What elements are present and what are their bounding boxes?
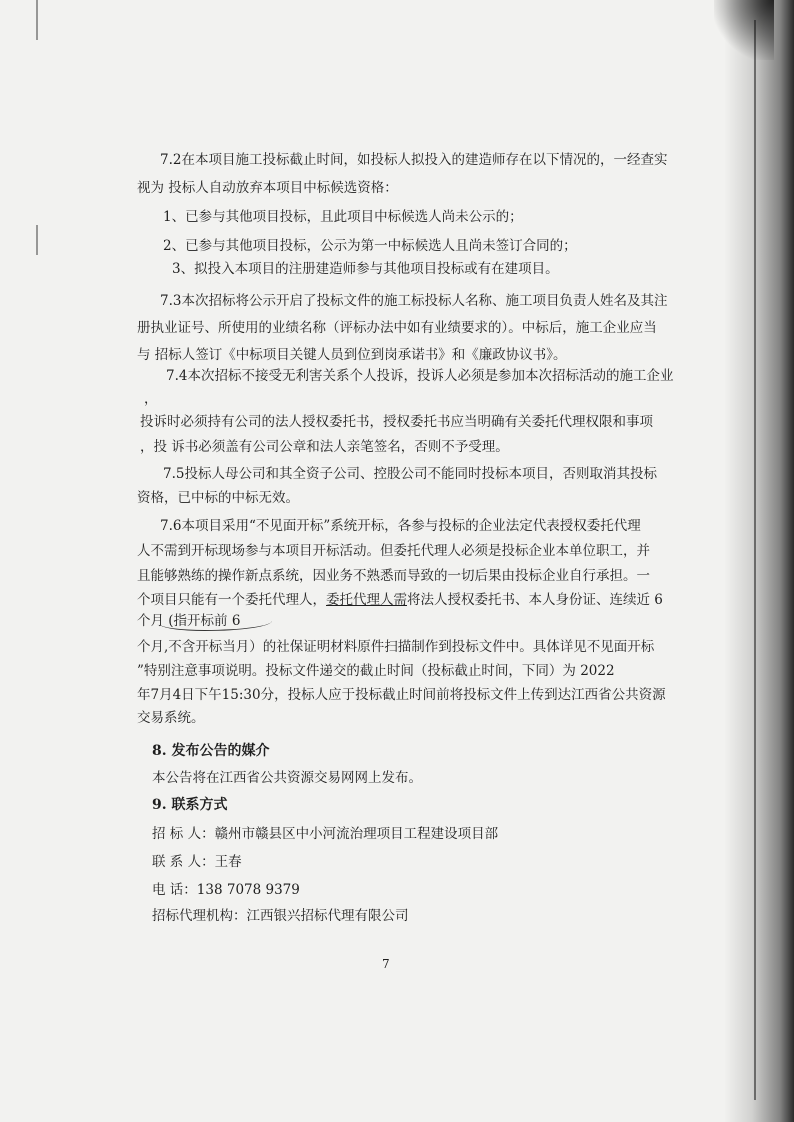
text-run: 将法人授权委托书、本人身份证、连续近 6: [407, 592, 663, 608]
paragraph-line: 7.2在本项目施工投标截止时间，如投标人拟投入的建造师存在以下情况的，一经查实: [160, 152, 668, 168]
paragraph-line: 投诉时必须持有公司的法人授权委托书，授权委托书应当明确有关委托代理权限和事项: [140, 414, 653, 430]
field-label: 招标代理机构：: [152, 908, 247, 924]
list-item: 2、已参与其他项目投标，公示为第一中标候选人且尚未签订合同的；: [163, 238, 577, 254]
section-heading: 9. 联系方式: [152, 797, 228, 813]
paragraph-line: 7.4本次招标不接受无利害关系个人投诉，投诉人必须是参加本次招标活动的施工企业: [166, 368, 674, 384]
paragraph-line: 且能够熟练的操作新点系统，因业务不熟悉而导致的一切后果由投标企业自行承担。一: [137, 568, 650, 584]
paragraph-line: 与 招标人签订《中标项目关键人员到位到岗承诺书》和《廉政协议书》。: [137, 347, 567, 363]
text-run: 个项目只能有一个委托代理人，: [137, 592, 326, 608]
paragraph-line: 人不需到开标现场参与本项目开标活动。但委托代理人必须是投标企业本单位职工，并: [137, 543, 650, 559]
field-value: 138 7078 9379: [196, 882, 300, 898]
paragraph-line: 个月,不含开标当月）的社保证明材料原件扫描制作到投标文件中。具体详见不见面开标: [137, 639, 655, 655]
paragraph-line: 资格，已中标的中标无效。: [137, 490, 299, 506]
contact-row-phone: [152, 880, 300, 900]
field-label: 电 话：: [152, 882, 197, 898]
field-label: 联 系 人：: [152, 854, 215, 870]
paragraph-line: 7.5投标人母公司和其全资子公司、控股公司不能同时投标本项目，否则取消其投标: [163, 466, 657, 482]
paragraph-line: 个月 (指开标前 6: [137, 613, 241, 629]
list-item: 1、已参与其他项目投标，且此项目中标候选人尚未公示的；: [163, 209, 523, 225]
paragraph-line: ，: [144, 391, 158, 407]
handwritten-underline-mark: [160, 614, 272, 631]
paragraph-line: 交易系统。: [137, 710, 205, 726]
scan-corner-shadow: [714, 0, 774, 60]
paragraph-line: 年7月4日下午15:30分，投标人应于投标截止时间前将投标文件上传到达江西省公共资源: [137, 687, 666, 703]
paragraph-line: 视为 投标人自动放弃本项目中标候选资格：: [137, 180, 398, 196]
field-value: 赣州市赣县区中小河流治理项目工程建设项目部: [214, 826, 499, 842]
page-number: 7: [382, 957, 390, 971]
contact-row-contact: [152, 852, 242, 872]
field-value: 王春: [214, 854, 242, 870]
paragraph-line: 册执业证号、所使用的业绩名称（评标办法中如有业绩要求的）。中标后，施工企业应当: [137, 320, 657, 336]
scan-fold-line: [754, 20, 756, 1100]
underlined-text: 委托代理人需: [326, 592, 407, 608]
section-heading: 8. 发布公告的媒介: [152, 743, 270, 759]
scan-left-mark: [36, 0, 38, 40]
paragraph-line: ，投 诉书必须盖有公司公章和法人亲笔签名，否则不予受理。: [140, 439, 509, 455]
contact-row-tenderer: [152, 824, 498, 844]
field-value: 江西银兴招标代理有限公司: [246, 908, 409, 924]
field-label: 招 标 人：: [152, 826, 215, 842]
scan-shadow-edge: [724, 0, 794, 1122]
paragraph-line: 7.3本次招标将公示开启了投标文件的施工标投标人名称、施工项目负责人姓名及其注: [160, 293, 668, 309]
section-text: 本公告将在江西省公共资源交易网网上发布。: [152, 770, 422, 786]
paragraph-line: [137, 590, 663, 610]
paragraph-line: 7.6本项目采用“不见面开标”系统开标，各参与投标的企业法定代表授权委托代理: [160, 518, 641, 534]
contact-row-agency: [152, 906, 409, 926]
paragraph-line: ”特别注意事项说明。投标文件递交的截止时间（投标截止时间，下同）为 2022: [137, 663, 615, 679]
list-item: 3、拟投入本项目的注册建造师参与其他项目投标或有在建项目。: [172, 261, 559, 277]
scan-left-mark: [36, 225, 38, 255]
